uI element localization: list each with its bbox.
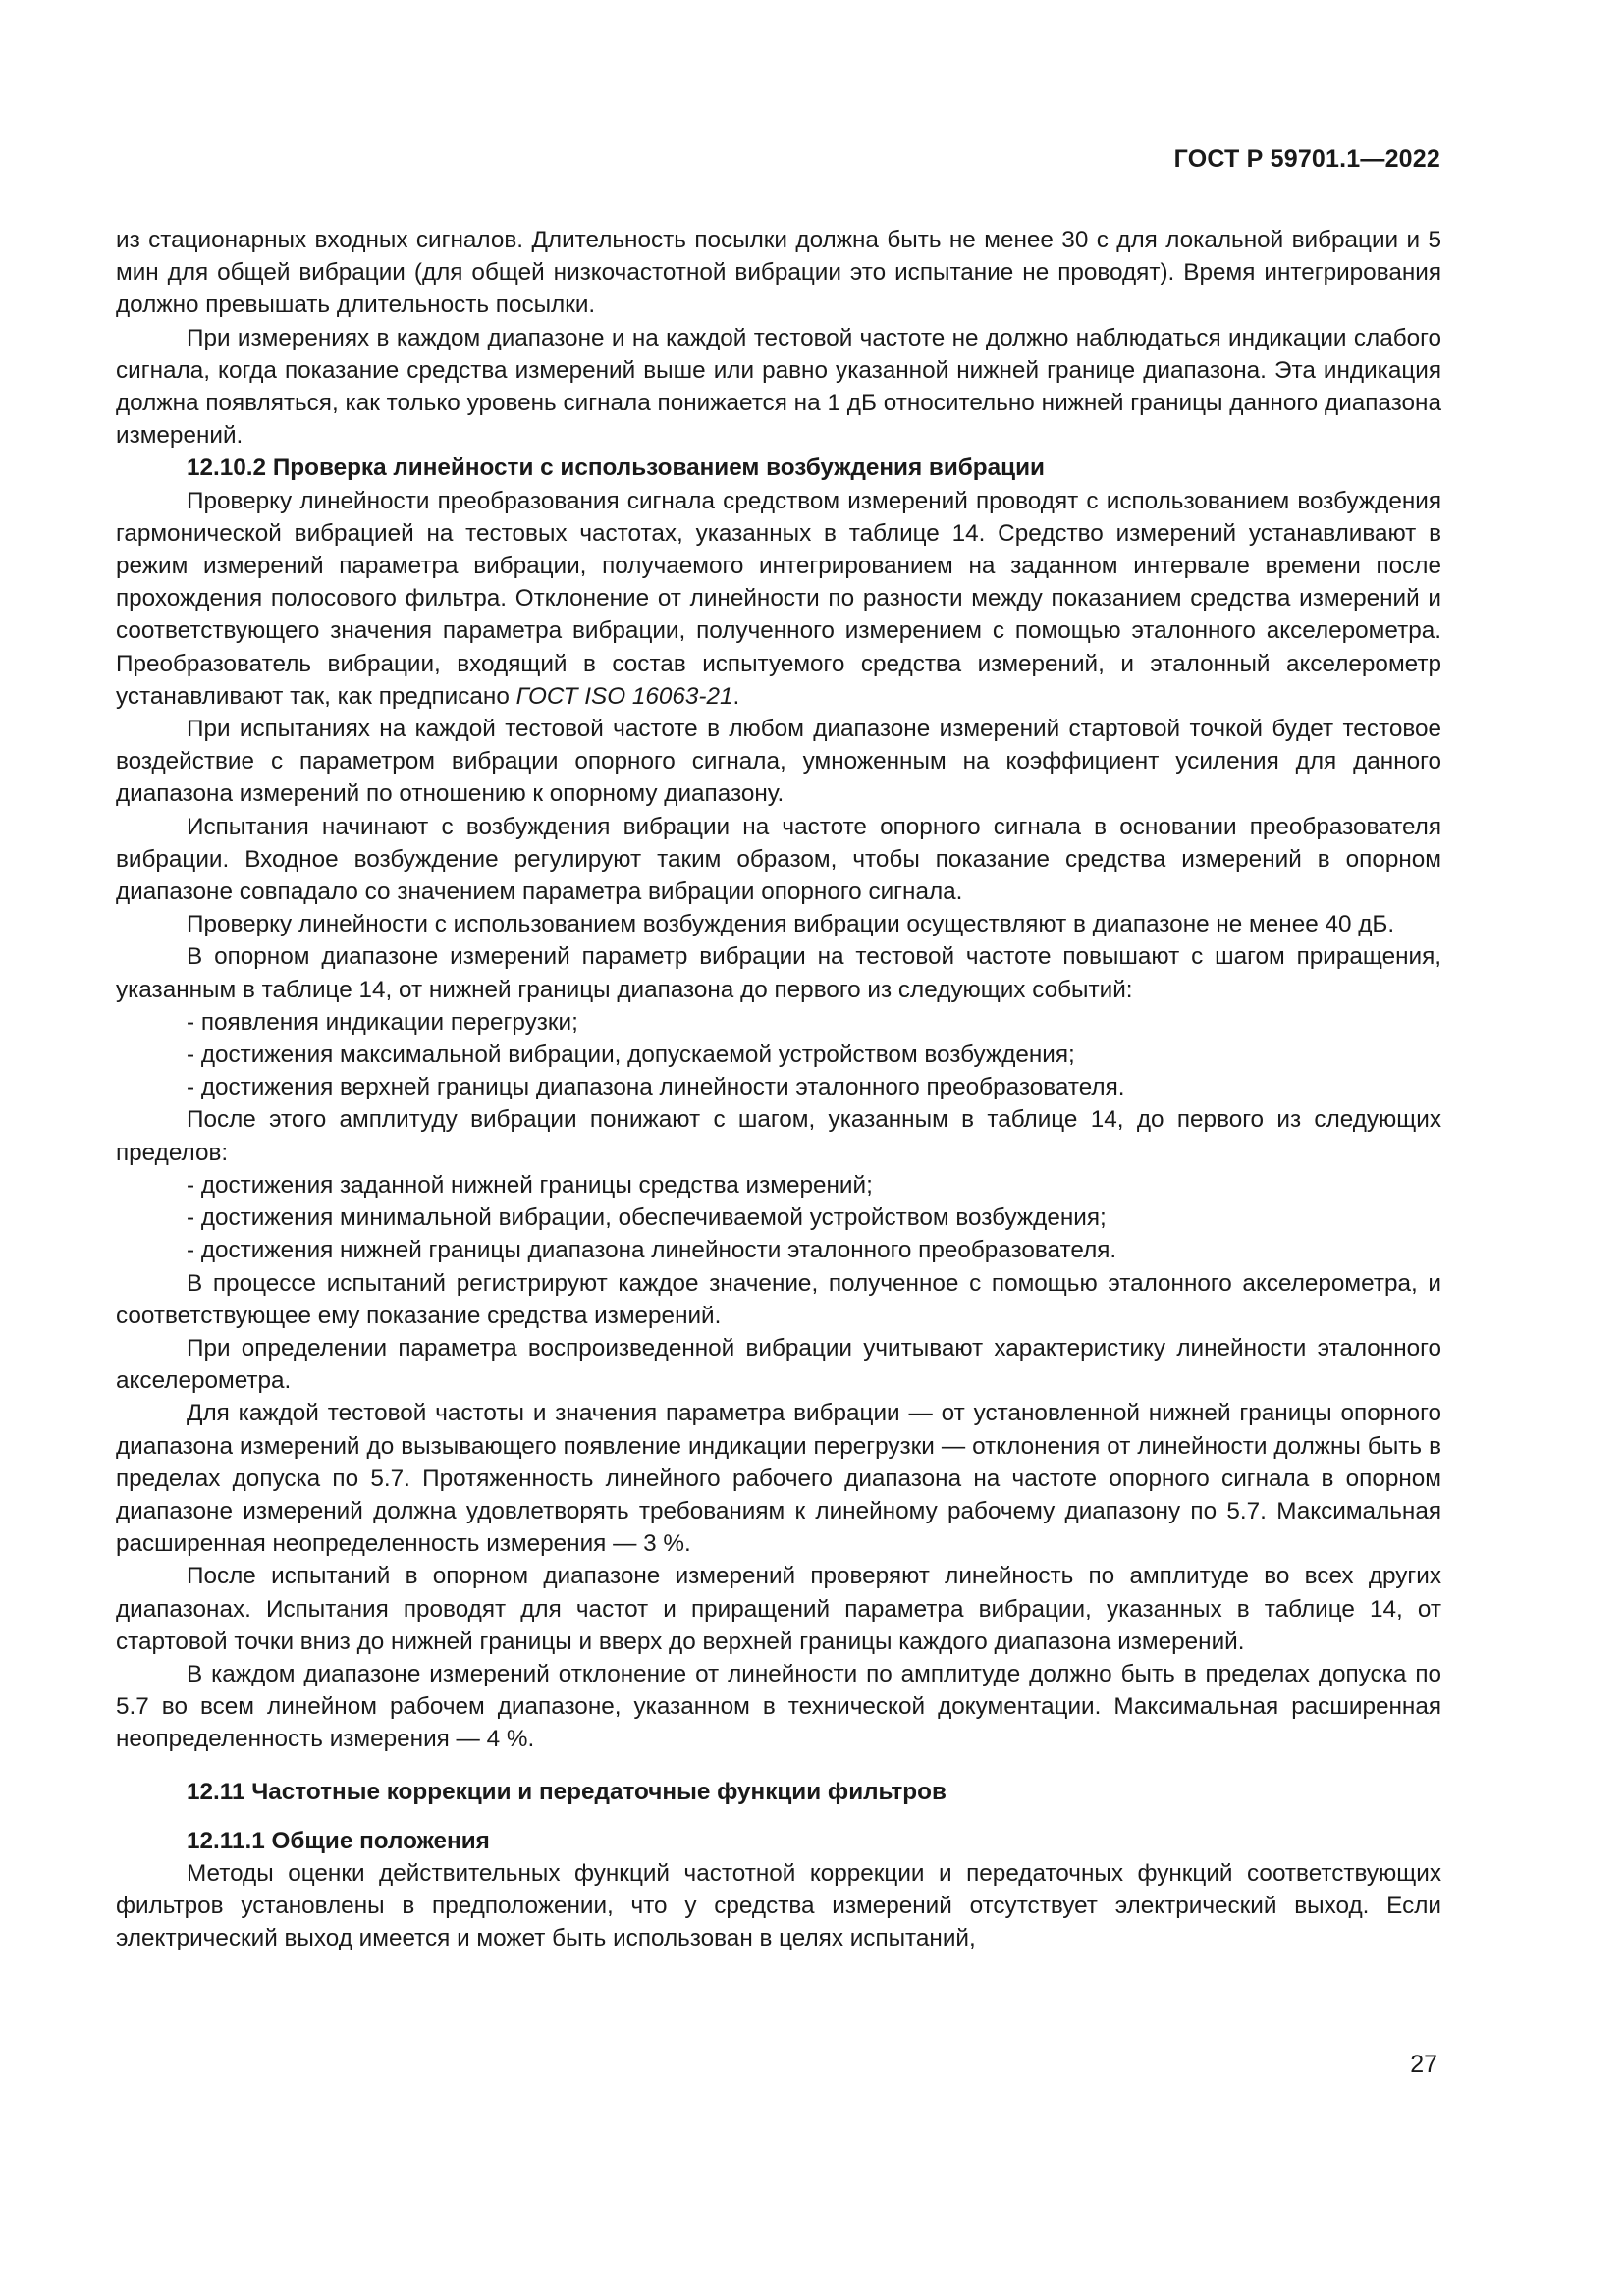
standard-reference: ГОСТ ISO 16063-21	[515, 682, 733, 710]
paragraph: В процессе испытаний регистрируют каждое значение, полученное с помощью эталонного акселерометра, и соответствующее ему показание средства измерений.	[116, 1269, 1441, 1329]
paragraph-end: .	[732, 682, 740, 710]
paragraph: При определении параметра воспроизведенной вибрации учитывают характеристику линейности эталонного акселерометра.	[116, 1334, 1441, 1395]
paragraph: При измерениях в каждом диапазоне и на каждой тестовой частоте не должно наблюдаться индикации слабого сигнала, когда показание средства измерений выше или равно указанной нижней границе диапазона. Эта индикация должна появляться, как только уровень сигнала понижается на 1 дБ относительно нижней границы данного диапазона измерений.	[116, 324, 1441, 450]
list-item: - достижения верхней границы диапазона линейности эталонного преобразователя.	[187, 1074, 1125, 1101]
paragraph-text: Проверку линейности преобразования сигнала средством измерений проводят с использованием возбуждения гармонической вибрацией на тестовых частотах, указанных в таблице 14. Средство измерений устанавливают в режим измерений параметра вибрации, получаемого интегрированием на заданном интервале времени после прохождения полосового фильтра. Отклонение от линейности по разности между показанием средства измерений и соответствующего значения параметра вибрации, полученного измерением с помощью эталонного акселерометра. Преобразователь вибрации, входящий в состав испытуемого средства измерений, и эталонный акселерометр устанавливают так, как предписано	[116, 487, 1441, 710]
paragraph	[116, 485, 1441, 713]
paragraph: Методы оценки действительных функций частотной коррекции и передаточных функций соответствующих фильтров установлены в предположении, что у средства измерений отсутствует электрический выход. Если электрический выход имеется и может быть использован в целях испытаний,	[116, 1859, 1441, 1952]
section-heading-12-10-2: 12.10.2 Проверка линейности с использованием возбуждения вибрации	[187, 454, 1045, 482]
list-item: - достижения заданной нижней границы средства измерений;	[187, 1171, 873, 1199]
page-number: 27	[1410, 2051, 1437, 2078]
list-item: - достижения нижней границы диапазона линейности эталонного преобразователя.	[187, 1237, 1117, 1264]
paragraph: В каждом диапазоне измерений отклонение от линейности по амплитуде должно быть в пределах допуска по 5.7 во всем линейном рабочем диапазоне, указанном в технической документации. Максимальная расширенная неопределенность измерения — 4 %.	[116, 1660, 1441, 1753]
section-heading-12-11: 12.11 Частотные коррекции и передаточные функции фильтров	[187, 1778, 947, 1805]
paragraph: Испытания начинают с возбуждения вибрации на частоте опорного сигнала в основании преобразователя вибрации. Входное возбуждение регулируют таким образом, чтобы показание средства измерений в опорном диапазоне совпадало со значением параметра вибрации опорного сигнала.	[116, 813, 1441, 906]
paragraph: В опорном диапазоне измерений параметр вибрации на тестовой частоте повышают с шагом приращения, указанным в таблице 14, от нижней границы диапазона до первого из следующих событий:	[116, 943, 1441, 1003]
list-item: - появления индикации перегрузки;	[187, 1008, 578, 1036]
list-item: - достижения минимальной вибрации, обеспечиваемой устройством возбуждения;	[187, 1204, 1107, 1232]
list-item: - достижения максимальной вибрации, допускаемой устройством возбуждения;	[187, 1041, 1075, 1069]
paragraph: После испытаний в опорном диапазоне измерений проверяют линейность по амплитуде во всех других диапазонах. Испытания проводят для частот и приращений параметра вибрации, указанных в таблице 14, от стартовой точки вниз до нижней границы и вверх до верхней границы каждого диапазона измерений.	[116, 1563, 1441, 1655]
paragraph: Для каждой тестовой частоты и значения параметра вибрации — от установленной нижней границы опорного диапазона измерений до вызывающего появление индикации перегрузки — отклонения от линейности должны быть в пределах допуска по 5.7. Протяженность линейного рабочего диапазона на частоте опорного сигнала в опорном диапазоне измерений должна удовлетворять требованиям к линейному рабочему диапазону по 5.7. Максимальная расширенная неопределенность измерения — 3 %.	[116, 1400, 1441, 1558]
paragraph: из стационарных входных сигналов. Длительность посылки должна быть не менее 30 с для локальной вибрации и 5 мин для общей вибрации (для общей низкочастотной вибрации это испытание не проводят). Время интегрирования должно превышать длительность посылки.	[116, 227, 1441, 319]
section-heading-12-11-1: 12.11.1 Общие положения	[187, 1827, 490, 1854]
paragraph: При испытаниях на каждой тестовой частоте в любом диапазоне измерений стартовой точкой будет тестовое воздействие с параметром вибрации опорного сигнала, умноженным на коэффициент усиления для данного диапазона измерений по отношению к опорному диапазону.	[116, 716, 1441, 808]
document-body	[116, 224, 1441, 1955]
document-code-header: ГОСТ Р 59701.1—2022	[1173, 145, 1440, 173]
paragraph: Проверку линейности с использованием возбуждения вибрации осуществляют в диапазоне не менее 40 дБ.	[187, 911, 1395, 938]
paragraph: После этого амплитуду вибрации понижают с шагом, указанным в таблице 14, до первого из следующих пределов:	[116, 1106, 1441, 1166]
